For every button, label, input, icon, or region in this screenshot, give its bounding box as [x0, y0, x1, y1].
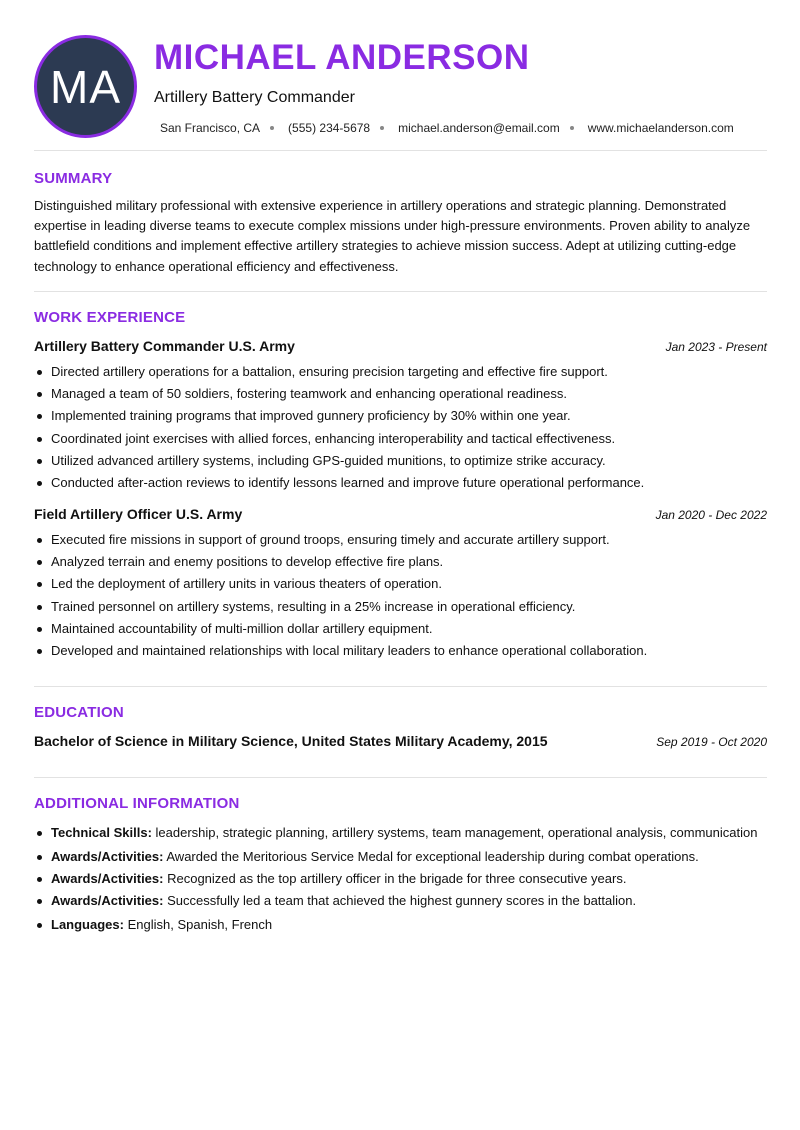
section-divider — [34, 291, 767, 292]
job-dates: Jan 2020 - Dec 2022 — [655, 508, 767, 522]
contact-phone: (555) 234-5678 — [288, 121, 371, 135]
info-label: Languages: — [51, 917, 124, 932]
info-label: Awards/Activities: — [51, 849, 164, 864]
summary-text: Distinguished military professional with extensive experience in artillery operations and strategic planning. Demonstrated expertise in leading diverse teams to execute complex missions under high-pressure environments. Proven ability to analyze battlefield conditions and implement effective artillery strategies to achieve mission success. Adept at utilizing cutting-edge technology to enhance operational efficiency and effectiveness. — [34, 198, 751, 274]
avatar-initials: MA — [50, 60, 121, 113]
contact-line — [160, 121, 734, 135]
info-label: Technical Skills: — [51, 825, 152, 840]
education-degree: Bachelor of Science in Military Science, United States Military Academy, 2015 — [34, 733, 548, 749]
job-role: Field Artillery Officer U.S. Army — [34, 506, 243, 522]
info-text: Awarded the Meritorious Service Medal for exceptional leadership during combat operations. — [166, 849, 699, 864]
list-item: Coordinated joint exercises with allied forces, enhancing interoperability and tactical effectiveness. — [34, 431, 769, 447]
list-item: Directed artillery operations for a battalion, ensuring precision targeting and effective fire support. — [34, 364, 769, 380]
job-header — [34, 338, 767, 358]
info-text: Successfully led a team that achieved the highest gunnery scores in the battalion. — [167, 893, 637, 908]
info-text: leadership, strategic planning, artillery systems, team management, operational analysis, communication — [155, 825, 758, 840]
info-text: Recognized as the top artillery officer in the brigade for three consecutive years. — [167, 871, 627, 886]
candidate-name: MICHAEL ANDERSON — [154, 38, 530, 77]
list-item: Executed fire missions in support of ground troops, ensuring timely and accurate artillery support. — [34, 532, 769, 548]
resume-header — [0, 0, 800, 150]
job-header — [34, 506, 767, 526]
job-bullet-list — [34, 532, 769, 665]
list-item: Analyzed terrain and enemy positions to develop effective fire plans. — [34, 554, 769, 570]
additional-heading: ADDITIONAL INFORMATION — [34, 795, 240, 812]
education-entry — [34, 733, 767, 753]
section-divider — [34, 777, 767, 778]
list-item: Conducted after-action reviews to identify lessons learned and improve future operational performance. — [34, 475, 769, 491]
education-dates: Sep 2019 - Oct 2020 — [656, 735, 767, 749]
list-item — [34, 847, 769, 866]
separator-dot-icon — [270, 126, 274, 130]
contact-location: San Francisco, CA — [160, 121, 261, 135]
info-label: Awards/Activities: — [51, 871, 164, 886]
list-item: Developed and maintained relationships with local military leaders to enhance operational collaboration. — [34, 643, 769, 659]
info-text: English, Spanish, French — [127, 917, 273, 932]
candidate-title: Artillery Battery Commander — [154, 89, 355, 106]
job-dates: Jan 2023 - Present — [665, 340, 767, 354]
list-item — [34, 891, 769, 910]
list-item: Implemented training programs that improved gunnery proficiency by 30% within one year. — [34, 408, 769, 424]
separator-dot-icon — [570, 126, 574, 130]
info-label: Awards/Activities: — [51, 893, 164, 908]
education-heading: EDUCATION — [34, 704, 124, 721]
section-divider — [34, 686, 767, 687]
additional-info-list — [34, 823, 769, 939]
list-item — [34, 915, 769, 934]
list-item: Managed a team of 50 soldiers, fostering teamwork and enhancing operational readiness. — [34, 386, 769, 402]
summary-heading: SUMMARY — [34, 170, 113, 187]
job-role: Artillery Battery Commander U.S. Army — [34, 338, 295, 354]
list-item — [34, 869, 769, 888]
section-divider — [34, 150, 767, 151]
list-item — [34, 823, 769, 842]
experience-heading: WORK EXPERIENCE — [34, 309, 186, 326]
avatar — [34, 35, 137, 138]
job-bullet-list — [34, 364, 769, 497]
separator-dot-icon — [380, 126, 384, 130]
contact-website[interactable]: www.michaelanderson.com — [587, 121, 734, 135]
list-item: Maintained accountability of multi-million dollar artillery equipment. — [34, 621, 769, 637]
list-item: Utilized advanced artillery systems, including GPS-guided munitions, to optimize strike accuracy. — [34, 453, 769, 469]
list-item: Led the deployment of artillery units in various theaters of operation. — [34, 576, 769, 592]
contact-email[interactable]: michael.anderson@email.com — [398, 121, 560, 135]
list-item: Trained personnel on artillery systems, resulting in a 25% increase in operational efficiency. — [34, 599, 769, 615]
